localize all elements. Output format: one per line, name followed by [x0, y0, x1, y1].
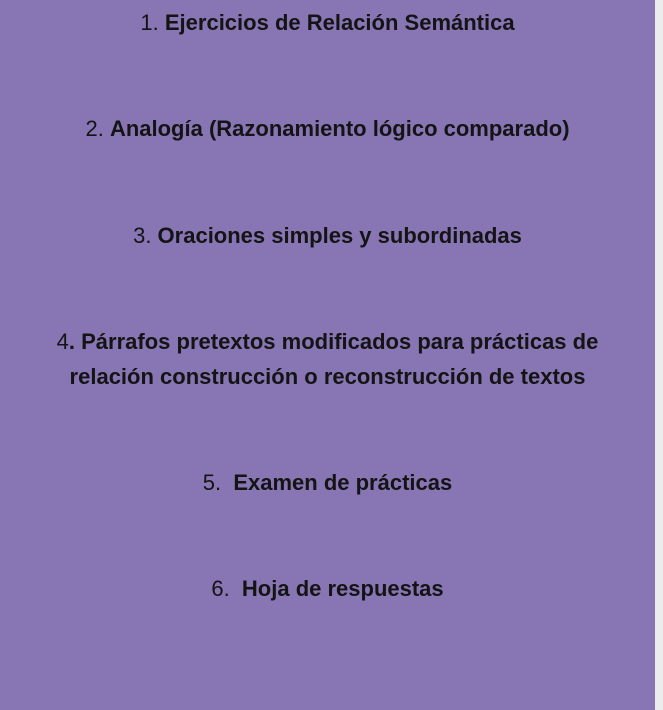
item-title-line-1: . Párrafos pretextos modificados para prácticas de [68, 329, 599, 354]
item-title: Examen de prácticas [233, 470, 453, 495]
item-title: Ejercicios de Relación Semántica [164, 10, 515, 35]
list-item-1 [0, 5, 655, 40]
item-number: 5. [202, 470, 234, 495]
list-item-3 [0, 218, 655, 253]
item-number: 2. [85, 116, 110, 141]
list-item-4 [0, 324, 655, 394]
item-number: 4 [56, 329, 69, 354]
item-title: Oraciones simples y subordinadas [157, 223, 522, 248]
item-number: 6. [211, 576, 242, 601]
item-number: 1. [140, 10, 165, 35]
item-line-1 [0, 324, 655, 359]
list-item-2 [0, 111, 655, 146]
list-item-6 [0, 571, 655, 606]
item-number: 3. [133, 223, 158, 248]
item-title: Hoja de respuestas [241, 576, 444, 601]
item-title: Analogía (Razonamiento lógico comparado) [109, 116, 570, 141]
item-title-line-2: relación construcción o reconstrucción de textos [69, 364, 586, 389]
list-item-5 [0, 465, 655, 500]
